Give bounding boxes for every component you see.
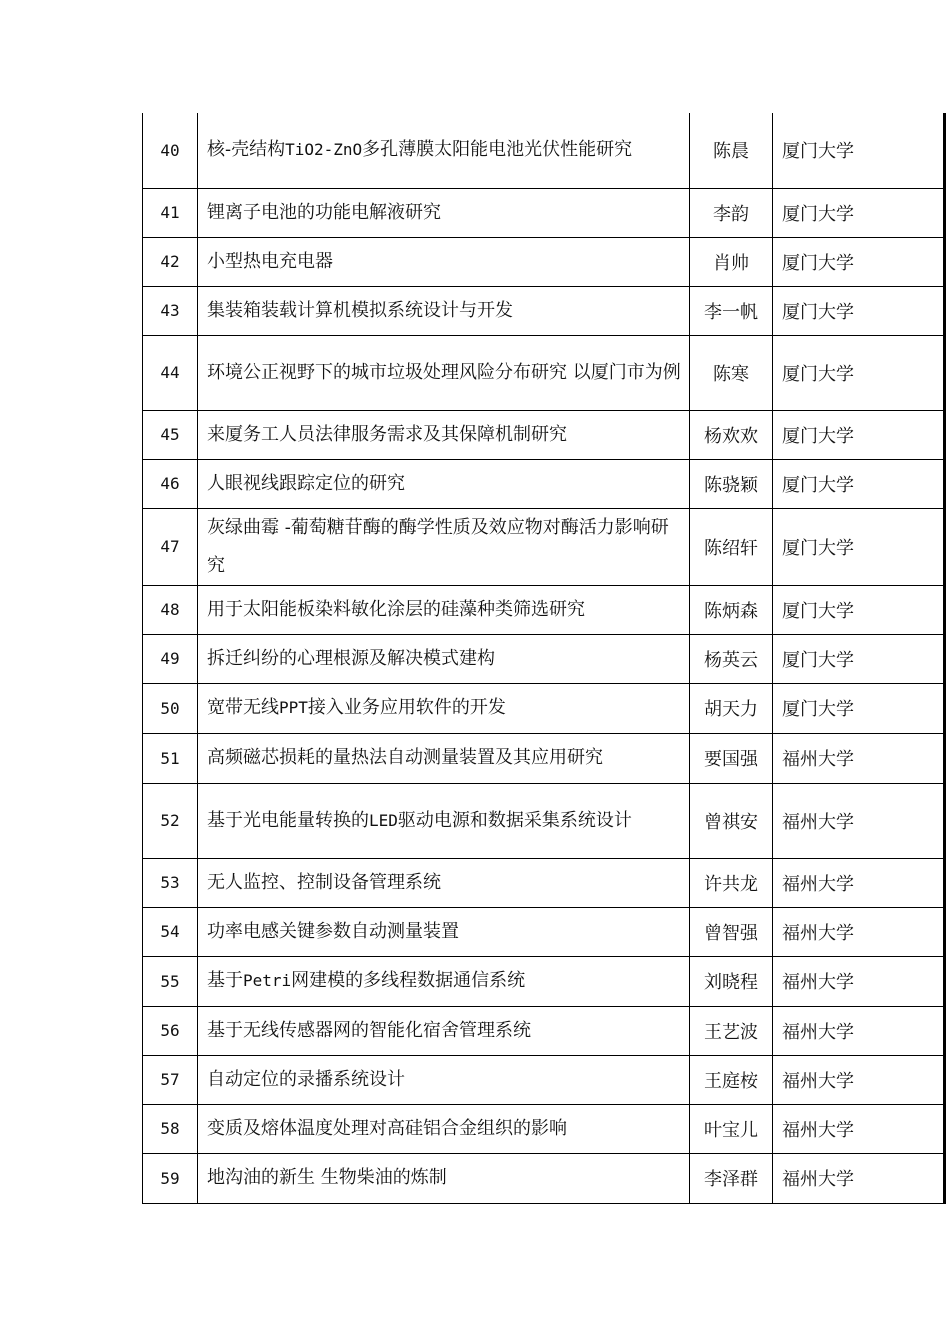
project-title: 地沟油的新生 生物柴油的炼制 — [198, 1153, 690, 1203]
row-number: 54 — [143, 907, 198, 956]
table-row — [143, 1006, 945, 1055]
person-name: 肖帅 — [690, 237, 773, 286]
person-name: 胡天力 — [690, 683, 773, 733]
person-name: 李一帆 — [690, 286, 773, 335]
row-number: 48 — [143, 585, 198, 634]
table-row — [143, 634, 945, 683]
table-row — [143, 410, 945, 459]
university-name: 厦门大学 — [773, 237, 945, 286]
row-number: 42 — [143, 237, 198, 286]
university-name: 厦门大学 — [773, 459, 945, 508]
row-number: 52 — [143, 783, 198, 858]
university-name: 福州大学 — [773, 1153, 945, 1203]
university-name: 福州大学 — [773, 956, 945, 1006]
table-row — [143, 459, 945, 508]
project-table — [142, 113, 946, 1204]
project-title: 集装箱装载计算机模拟系统设计与开发 — [198, 286, 690, 335]
person-name: 杨英云 — [690, 634, 773, 683]
table-row — [143, 237, 945, 286]
university-name: 厦门大学 — [773, 410, 945, 459]
project-title: 核-壳结构TiO2-ZnO多孔薄膜太阳能电池光伏性能研究 — [198, 113, 690, 188]
table-row — [143, 508, 945, 585]
university-name: 厦门大学 — [773, 683, 945, 733]
row-number: 50 — [143, 683, 198, 733]
person-name: 王艺波 — [690, 1006, 773, 1055]
university-name: 福州大学 — [773, 858, 945, 907]
table-row — [143, 585, 945, 634]
university-name: 厦门大学 — [773, 634, 945, 683]
person-name: 陈炳森 — [690, 585, 773, 634]
university-name: 福州大学 — [773, 733, 945, 783]
university-name: 福州大学 — [773, 1104, 945, 1153]
row-number: 47 — [143, 508, 198, 585]
row-number: 45 — [143, 410, 198, 459]
person-name: 杨欢欢 — [690, 410, 773, 459]
university-name: 福州大学 — [773, 783, 945, 858]
project-title: 环境公正视野下的城市垃圾处理风险分布研究 以厦门市为例 — [198, 335, 690, 410]
university-name: 厦门大学 — [773, 508, 945, 585]
person-name: 要国强 — [690, 733, 773, 783]
person-name: 陈骁颖 — [690, 459, 773, 508]
person-name: 李韵 — [690, 188, 773, 237]
project-title: 来厦务工人员法律服务需求及其保障机制研究 — [198, 410, 690, 459]
table-row — [143, 907, 945, 956]
university-name: 厦门大学 — [773, 188, 945, 237]
university-name: 厦门大学 — [773, 335, 945, 410]
project-title: 人眼视线跟踪定位的研究 — [198, 459, 690, 508]
person-name: 李泽群 — [690, 1153, 773, 1203]
project-title: 灰绿曲霉 -葡萄糖苷酶的酶学性质及效应物对酶活力影响研究 — [198, 508, 690, 585]
university-name: 厦门大学 — [773, 286, 945, 335]
row-number: 41 — [143, 188, 198, 237]
project-table-body — [143, 113, 945, 1203]
table-row — [143, 956, 945, 1006]
row-number: 49 — [143, 634, 198, 683]
person-name: 叶宝儿 — [690, 1104, 773, 1153]
project-title: 小型热电充电器 — [198, 237, 690, 286]
university-name: 厦门大学 — [773, 585, 945, 634]
row-number: 40 — [143, 113, 198, 188]
table-row — [143, 188, 945, 237]
table-row — [143, 1104, 945, 1153]
table-row — [143, 286, 945, 335]
project-title: 功率电感关键参数自动测量装置 — [198, 907, 690, 956]
person-name: 刘晓程 — [690, 956, 773, 1006]
table-row — [143, 783, 945, 858]
person-name: 陈绍轩 — [690, 508, 773, 585]
row-number: 55 — [143, 956, 198, 1006]
table-row — [143, 683, 945, 733]
person-name: 陈晨 — [690, 113, 773, 188]
row-number: 58 — [143, 1104, 198, 1153]
row-number: 57 — [143, 1055, 198, 1104]
table-row — [143, 733, 945, 783]
row-number: 59 — [143, 1153, 198, 1203]
university-name: 福州大学 — [773, 907, 945, 956]
project-title: 自动定位的录播系统设计 — [198, 1055, 690, 1104]
table-row — [143, 335, 945, 410]
project-title: 基于光电能量转换的LED驱动电源和数据采集系统设计 — [198, 783, 690, 858]
row-number: 53 — [143, 858, 198, 907]
person-name: 陈寒 — [690, 335, 773, 410]
row-number: 51 — [143, 733, 198, 783]
table-row — [143, 1153, 945, 1203]
project-title: 基于无线传感器网的智能化宿舍管理系统 — [198, 1006, 690, 1055]
project-title: 用于太阳能板染料敏化涂层的硅藻种类筛选研究 — [198, 585, 690, 634]
person-name: 许共龙 — [690, 858, 773, 907]
table-row — [143, 113, 945, 188]
table-row — [143, 1055, 945, 1104]
project-title: 变质及熔体温度处理对高硅铝合金组织的影响 — [198, 1104, 690, 1153]
project-title: 拆迁纠纷的心理根源及解决模式建构 — [198, 634, 690, 683]
project-title: 高频磁芯损耗的量热法自动测量装置及其应用研究 — [198, 733, 690, 783]
row-number: 46 — [143, 459, 198, 508]
person-name: 曾祺安 — [690, 783, 773, 858]
row-number: 43 — [143, 286, 198, 335]
project-title: 基于Petri网建模的多线程数据通信系统 — [198, 956, 690, 1006]
row-number: 56 — [143, 1006, 198, 1055]
table-row — [143, 858, 945, 907]
person-name: 王庭桉 — [690, 1055, 773, 1104]
university-name: 厦门大学 — [773, 113, 945, 188]
project-title: 宽带无线PPT接入业务应用软件的开发 — [198, 683, 690, 733]
project-title: 无人监控、控制设备管理系统 — [198, 858, 690, 907]
university-name: 福州大学 — [773, 1006, 945, 1055]
university-name: 福州大学 — [773, 1055, 945, 1104]
project-title: 锂离子电池的功能电解液研究 — [198, 188, 690, 237]
row-number: 44 — [143, 335, 198, 410]
person-name: 曾智强 — [690, 907, 773, 956]
